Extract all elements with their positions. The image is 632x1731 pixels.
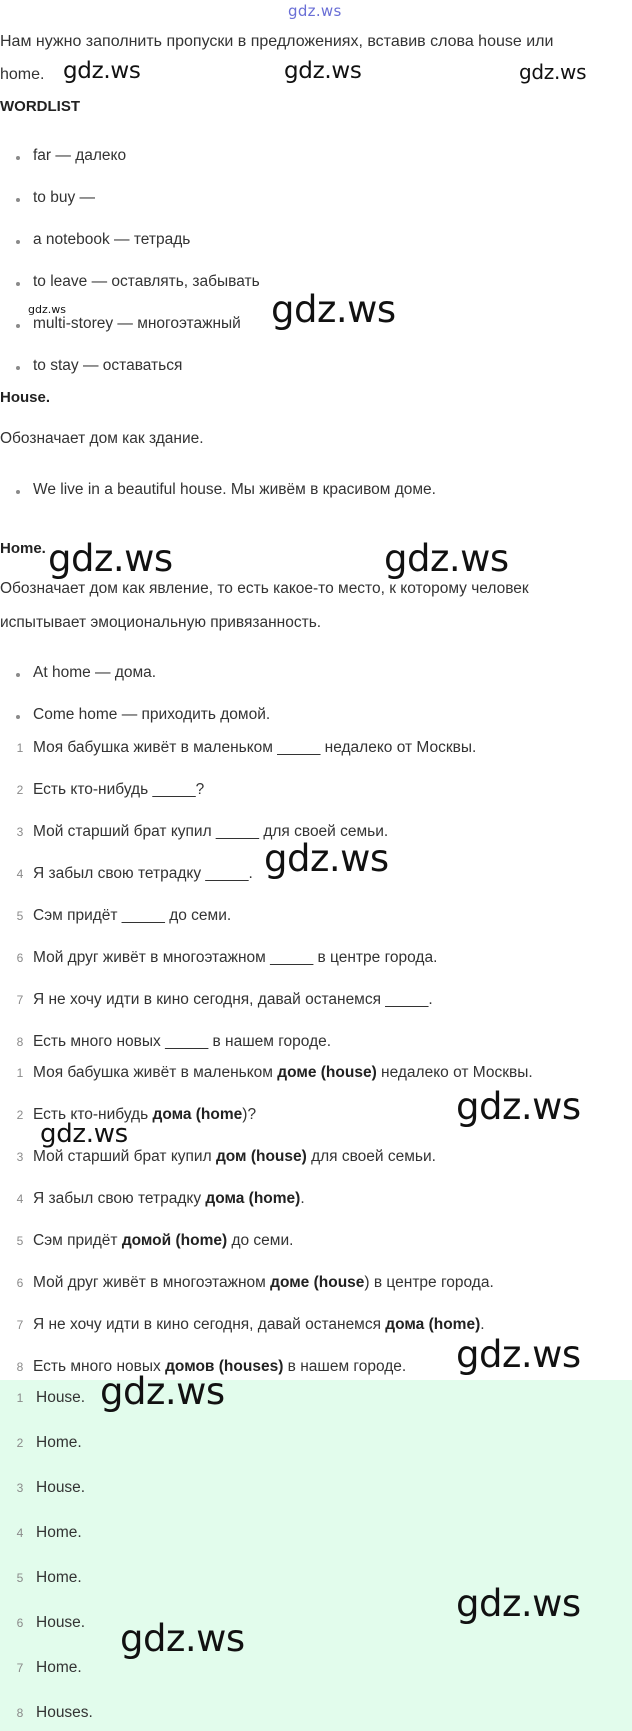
house-description: Обозначает дом как здание.: [0, 430, 204, 447]
home-heading: Home.: [0, 540, 46, 557]
home-example: Come home — приходить домой.: [33, 706, 271, 723]
list-number: 7: [16, 1318, 24, 1332]
top-watermark: gdz.ws: [288, 2, 342, 20]
list-number: 8: [16, 1360, 24, 1374]
bullet-icon: [16, 198, 20, 202]
answer-word: дома (home: [152, 1106, 243, 1123]
exercise-sentence: Я не хочу идти в кино сегодня, давай останемся _____.: [33, 991, 433, 1008]
list-number: 8: [16, 1035, 24, 1049]
watermark-text: gdz.ws: [384, 537, 509, 580]
answer-word: домой (home): [121, 1232, 228, 1249]
watermark-text: gdz.ws: [519, 60, 587, 84]
list-number: 3: [16, 1481, 24, 1495]
answer-item: Houses.: [36, 1704, 93, 1721]
bullet-icon: [16, 490, 20, 494]
solved-sentence: Моя бабушка живёт в маленьком доме (house) недалеко от Москвы.: [33, 1064, 533, 1081]
home-description-line-1: Обозначает дом как явление, то есть какое-то место, к которому человек: [0, 580, 529, 597]
answer-word: доме (house): [277, 1064, 377, 1081]
list-number: 3: [16, 825, 24, 839]
watermark-text: gdz.ws: [264, 837, 389, 880]
list-number: 2: [16, 1436, 24, 1450]
list-number: 6: [16, 1276, 24, 1290]
watermark-text: gdz.ws: [40, 1119, 128, 1149]
wordlist-item: a notebook — тетрадь: [33, 231, 191, 248]
solved-sentence: Есть кто-нибудь дома (home)?: [33, 1106, 257, 1123]
answer-item: Home.: [36, 1659, 82, 1676]
watermark-text: gdz.ws: [63, 58, 141, 84]
list-number: 2: [16, 1108, 24, 1122]
list-number: 4: [16, 867, 24, 881]
wordlist-item: to leave — оставлять, забывать: [33, 273, 260, 290]
exercise-sentence: Сэм придёт _____ до семи.: [33, 907, 232, 924]
answer-item: House.: [36, 1389, 86, 1406]
answer-word: дом (house): [215, 1148, 307, 1165]
solved-sentence: Есть много новых домов (houses) в нашем городе.: [33, 1358, 407, 1375]
answer-item: House.: [36, 1614, 86, 1631]
bullet-icon: [16, 282, 20, 286]
wordlist-item: multi-storey — многоэтажный: [33, 315, 241, 332]
answer-item: House.: [36, 1479, 86, 1496]
intro-line-2: home.: [0, 66, 45, 83]
exercise-sentence: Я забыл свою тетрадку _____.: [33, 865, 253, 882]
bullet-icon: [16, 156, 20, 160]
list-number: 8: [16, 1706, 24, 1720]
intro-line-1: Нам нужно заполнить пропуски в предложениях, вставив слова house или: [0, 33, 554, 50]
watermark-text: gdz.ws: [271, 288, 396, 331]
wordlist-item: to buy —: [33, 189, 96, 206]
list-number: 1: [16, 1066, 24, 1080]
list-number: 7: [16, 1661, 24, 1675]
list-number: 1: [16, 1391, 24, 1405]
list-number: 4: [16, 1526, 24, 1540]
exercise-sentence: Есть кто-нибудь _____?: [33, 781, 205, 798]
solved-sentence: Я не хочу идти в кино сегодня, давай останемся дома (home).: [33, 1316, 485, 1333]
solved-sentence: Я забыл свою тетрадку дома (home).: [33, 1190, 305, 1207]
house-example: We live in a beautiful house. Мы живём в красивом доме.: [33, 481, 436, 498]
bullet-icon: [16, 715, 20, 719]
list-number: 5: [16, 1234, 24, 1248]
watermark-text: gdz.ws: [456, 1582, 581, 1625]
bullet-icon: [16, 240, 20, 244]
answer-word: дома (home): [205, 1190, 301, 1207]
list-number: 2: [16, 783, 24, 797]
house-heading: House.: [0, 389, 51, 406]
watermark-text: gdz.ws: [48, 537, 173, 580]
solved-sentence: Сэм придёт домой (home) до семи.: [33, 1232, 294, 1249]
watermark-text: gdz.ws: [100, 1370, 225, 1413]
watermark-text: gdz.ws: [120, 1617, 245, 1660]
wordlist-item: to stay — оставаться: [33, 357, 183, 374]
bullet-icon: [16, 324, 20, 328]
list-number: 7: [16, 993, 24, 1007]
home-example: At home — дома.: [33, 664, 157, 681]
exercise-sentence: Есть много новых _____ в нашем городе.: [33, 1033, 332, 1050]
list-number: 5: [16, 1571, 24, 1585]
watermark-text: gdz.ws: [28, 303, 66, 316]
list-number: 1: [16, 741, 24, 755]
answer-item: Home.: [36, 1524, 82, 1541]
list-number: 5: [16, 909, 24, 923]
answer-word: домов (houses): [165, 1358, 284, 1375]
wordlist-item: far — далеко: [33, 147, 127, 164]
exercise-sentence: Мой старший брат купил _____ для своей семьи.: [33, 823, 389, 840]
bullet-icon: [16, 673, 20, 677]
list-number: 4: [16, 1192, 24, 1206]
answer-word: доме (house: [270, 1274, 365, 1291]
list-number: 6: [16, 951, 24, 965]
wordlist-heading: WORDLIST: [0, 98, 80, 115]
exercise-sentence: Моя бабушка живёт в маленьком _____ недалеко от Москвы.: [33, 739, 477, 756]
watermark-text: gdz.ws: [284, 58, 362, 84]
home-description-line-2: испытывает эмоциональную привязанность.: [0, 614, 322, 631]
answer-panel: [0, 1380, 632, 1731]
solved-sentence: Мой старший брат купил дом (house) для своей семьи.: [33, 1148, 436, 1165]
bullet-icon: [16, 366, 20, 370]
answer-item: Home.: [36, 1569, 82, 1586]
watermark-text: gdz.ws: [456, 1333, 581, 1376]
answer-item: Home.: [36, 1434, 82, 1451]
list-number: 3: [16, 1150, 24, 1164]
answer-word: дома (home): [385, 1316, 481, 1333]
exercise-sentence: Мой друг живёт в многоэтажном _____ в центре города.: [33, 949, 438, 966]
solved-sentence: Мой друг живёт в многоэтажном доме (house) в центре города.: [33, 1274, 494, 1291]
list-number: 6: [16, 1616, 24, 1630]
watermark-text: gdz.ws: [456, 1085, 581, 1128]
